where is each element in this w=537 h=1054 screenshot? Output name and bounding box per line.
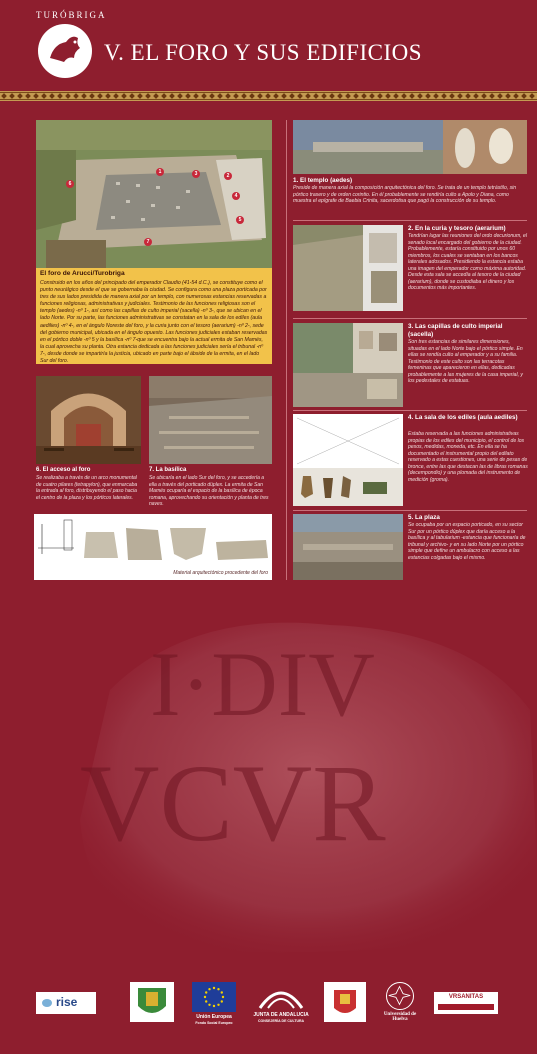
marker: 4 [232,192,240,200]
access-heading: 6. El acceso al foro [36,467,91,473]
union-europea-label: Unión Europea [196,1014,232,1020]
marker: 6 [66,180,74,188]
aediles-heading: 4. La sala de los ediles (aula aediles) [408,414,518,421]
curia-photo [293,225,403,311]
union-europea-sub: Fondo Social Europeo [195,1021,233,1025]
architectural-material-panel [34,514,272,580]
divider [293,220,527,221]
rise-logo [36,992,96,1014]
universidad-huelva-label: Universidad de Huelva [383,1012,417,1022]
access-text: Se realizaba a través de un arco monumental de cuatro pilares (tetrapylon), que enmarcaba la entrada al foro, distribuyendo el paso hacia el centro de la plaza y los pórticos laterales. [36,475,138,501]
marker: 2 [224,172,232,180]
marker: 3 [192,170,200,178]
junta-andalucia-sub: CONSEJERÍA DE CULTURA [257,1019,305,1023]
inscription-line-2: VCVR [80,742,386,864]
basilica-heading: 7. La basílica [149,467,187,473]
divider [293,410,527,411]
curia-text: Tendrían lugar las reuniones del ordo decurionum, el senado local encargado del gobierno de la ciudad. Probablemente, estaría constituido por unos 60 miembros, los cuales se sentaban en los bancos laterales adosados. Presidiendo la estancia estaba una imagen del emperador como máxima autoridad. Desde esta sala se accedía al tesoro de la ciudad (aerarium), donde se custodiaba el dinero y los documentos más importantes. [408,233,528,291]
stone-inscription-watermark [70,600,537,960]
vresanitas-label: VRSANITAS [448,994,484,1000]
curia-heading: 2. En la curia y tesoro (aerarium) [408,225,506,232]
header [0,0,537,90]
basilica-text: Se ubicaría en el lado Sur del foro, y se accedería a ella a través del porticado dúplex. La ermita de San Mamés ocuparía el espacio de la basílica de época romana, aprovechando su orientación y planta de tres naves. [149,475,269,507]
temple-text: Preside de manera axial la composición arquitectónica del foro. Se trata de un templo tetrástilo, sin pórtico trasero y de orden corintio. En él probablemente se rendiría culto a Apolo y Diana, como muestra el epígrafe de Baebia Crinita, sacerdotisa que pagó la construcción de su templo. [293,185,517,204]
logos-row [0,976,537,1042]
access-photo [36,376,141,464]
vresanitas-bar [438,1004,494,1010]
junta-andalucia-label: JUNTA DE ANDALUCIA [253,1012,309,1018]
page-title: V. EL FORO Y SUS EDIFICIOS [104,40,423,65]
forum-heading: El foro de Arucci/Turobriga [40,270,125,277]
material-caption: Material arquitectónico procedente del foro [173,570,268,576]
plaza-heading: 5. La plaza [408,514,440,521]
plaza-photo [293,514,403,580]
rise-logo-text: rise [56,995,78,1009]
marker: 5 [236,216,244,224]
forum-description-panel [36,268,272,364]
column-divider [286,120,287,580]
universidad-huelva-logo-icon [386,982,414,1010]
sacella-text: Son tres estancias de similares dimensiones, situadas en el lado Norte bajo el pórtico simple. En ellas se rendía culto al emperador y a su familia. Testimonio de este culto son las terracotas femeninas que aparecieron en ellas, dedicadas probablemente a las mujeres de la casa imperial, y los pedestales de estatuas. [408,339,523,384]
divider [293,510,527,511]
forum-markers [36,120,272,268]
logo-word: TURÓBRIGA [36,10,107,20]
junta-andalucia-logo-icon [256,982,306,1010]
turobriga-logo-icon [38,24,92,78]
rise-dots-icon [42,999,52,1007]
aediles-photo [293,414,403,506]
temple-photo [293,120,527,174]
divider [293,318,527,319]
forum-text: Construido en los años del principado del emperador Claudio (41-54 d.C.), se constituye como el punto neurálgico desde el que se gobernaba la ciudad. Se configura como una plaza porticada por tres de sus lados presidida de manera axial por un templo, con numerosas estancias reservadas a funciones religiosas, administrativas y judiciales. Testimonio de las funciones religiosas son el templo (aedes) -nº 1-, así como las capillas de culto imperial (sacella) -nº 3-, que se ubican en el lado Norte. Por su parte, las funciones administrativas se constatan en la sala de los ediles (aula aedilies) -nº 4-, en el ángulo Noreste del foro, y la curia junto con el tesoro (aerarium) -nº 2-, sede del gobierno municipal, ubicada en el ángulo opuesto. Las funciones judiciales estaban reservadas en el pórtico doble -nº 5 y la basílica -nº 7-que se encuentra bajo la actual ermita de San Mamés, la cual aprovecha su planta. Otra estancia dedicada a las funciones judiciales sería el tribunal -nº 7-, desde donde se impartiría la justicia, ubicado en parte bajo el ábside de la ermita, en el lado Sur del foro. [40,280,268,365]
vresanitas-logo [434,992,498,1014]
temple-heading: 1. El templo (aedes) [293,177,353,184]
marker: 7 [144,238,152,246]
sacella-heading: 3. Las capillas de culto imperial (sacella) [408,323,503,338]
sacella-photo [293,323,403,407]
inscription-line-1: I·DIV [150,633,375,735]
marker: 1 [156,168,164,176]
aediles-text: Estaba reservada a las funciones administrativas propias de los ediles del municipio, el control de los pesos, medidas, moneda, etc. En ella se ha documentado el instrumental propio del edilato reservado a estas cuestiones, una serie de pesas de bronce, entre las que destacan las de libras romanas (decempondio) y una plomada del instrumento de medición (groma). [408,431,528,483]
municipal-shield-logo [130,982,174,1022]
aroche-shield-logo [324,982,366,1022]
plaza-text: Se ocupaba por un espacio porticado, en su sector Sur por un pórtico dúplex que daría acceso a la basílica y al tabularium -estancia que funcionaría de tribunal y archivo- y en su lado Norte por un pórtico simple que define un ambulacro con acceso a las estancias colgadas bajo el mismo. [408,522,526,561]
decorative-band [0,91,537,101]
basilica-photo [149,376,272,464]
union-europea-logo [192,982,236,1012]
